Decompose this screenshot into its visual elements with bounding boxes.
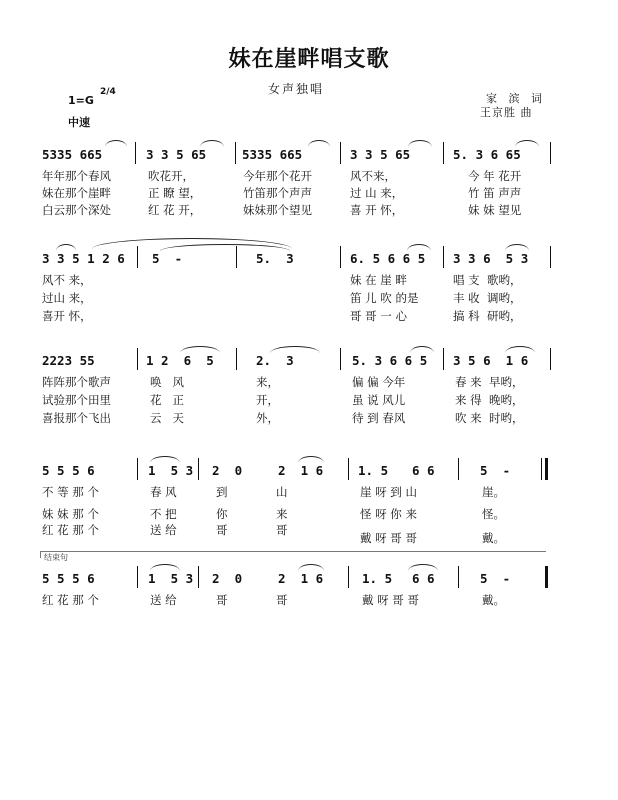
lyric: 哥 bbox=[276, 523, 288, 537]
lyric: 红 花 那 个 bbox=[42, 523, 99, 537]
barline bbox=[458, 458, 459, 480]
barline bbox=[550, 348, 551, 370]
lyric: 红 花 开， bbox=[148, 203, 202, 217]
measure-notes: 6 6 bbox=[412, 571, 435, 586]
lyric: 哥 bbox=[276, 593, 288, 607]
lyric: 戴。 bbox=[482, 531, 505, 545]
measure-notes: 5335 665 bbox=[42, 147, 103, 162]
measure-notes: 5 5 5 6 bbox=[42, 463, 95, 478]
lyric: 花 正 bbox=[150, 393, 184, 407]
lyric: 白云那个深处 bbox=[42, 203, 111, 217]
lyric: 丰 收 调哟， bbox=[453, 291, 522, 305]
final-barline bbox=[545, 566, 548, 588]
slur bbox=[105, 140, 127, 147]
measure-notes: 2. 3 bbox=[256, 353, 294, 368]
barline bbox=[340, 348, 341, 370]
barline bbox=[137, 458, 138, 480]
slur bbox=[200, 140, 224, 147]
lyric: 红 花 那 个 bbox=[42, 593, 99, 607]
slur bbox=[298, 456, 324, 463]
lyric: 妹 妹 望见 bbox=[468, 203, 522, 217]
lyric: 唱 支 歌哟， bbox=[453, 273, 522, 287]
slur bbox=[505, 346, 535, 353]
slur bbox=[505, 244, 529, 251]
lyric: 开， bbox=[256, 393, 279, 407]
lyric: 不 等 那 个 bbox=[42, 485, 99, 499]
lyric: 春 风 bbox=[150, 485, 177, 499]
slur bbox=[408, 140, 432, 147]
barline bbox=[340, 246, 341, 268]
lyric: 阵阵那个歌声 bbox=[42, 375, 111, 389]
slur bbox=[56, 244, 76, 251]
barline bbox=[135, 142, 136, 164]
lyric: 虽 说 风儿 bbox=[352, 393, 406, 407]
slur bbox=[410, 346, 434, 353]
barline bbox=[348, 566, 349, 588]
lyric: 哥 哥 一 心 bbox=[350, 309, 407, 323]
measure-notes: 1. 5 bbox=[362, 571, 393, 586]
measure-notes: 2223 55 bbox=[42, 353, 95, 368]
barline bbox=[550, 142, 551, 164]
lyric: 过山 来， bbox=[42, 291, 92, 305]
barline bbox=[348, 458, 349, 480]
lyric: 戴 呀 哥 哥 bbox=[360, 531, 417, 545]
lyric: 试验那个田里 bbox=[42, 393, 111, 407]
lyric: 送 给 bbox=[150, 593, 177, 607]
slur bbox=[270, 346, 320, 353]
composer-credit: 王京胜 曲 bbox=[480, 106, 533, 119]
slur bbox=[308, 140, 330, 147]
lyric: 外， bbox=[256, 411, 279, 425]
lyric: 笛 儿 吹 的是 bbox=[350, 291, 419, 305]
slur bbox=[298, 564, 324, 571]
measure-notes: 2 0 bbox=[212, 463, 243, 478]
slur bbox=[407, 244, 431, 251]
ending-bracket bbox=[40, 551, 546, 558]
measure-notes: 2 1 6 bbox=[278, 463, 324, 478]
lyric: 妹 妹 那 个 bbox=[42, 507, 99, 521]
measure-notes: 1 2 6 5 bbox=[146, 353, 214, 368]
lyric: 唤 风 bbox=[150, 375, 184, 389]
barline bbox=[458, 566, 459, 588]
barline bbox=[198, 566, 199, 588]
measure-notes: 6. 5 6 6 5 bbox=[350, 251, 426, 266]
lyric: 喜开 怀， bbox=[42, 309, 92, 323]
measure-notes: 1 5 3 bbox=[148, 463, 194, 478]
lyric: 过 山 来， bbox=[350, 186, 404, 200]
measure-notes: 5 - bbox=[480, 463, 511, 478]
lyric: 年年那个春风 bbox=[42, 169, 111, 183]
barline bbox=[137, 566, 138, 588]
lyric: 搞 科 研哟， bbox=[453, 309, 522, 323]
measure-notes: 2 1 6 bbox=[278, 571, 324, 586]
measure-notes: 3 5 6 1 6 bbox=[453, 353, 529, 368]
slur bbox=[180, 346, 220, 353]
lyric: 戴 呀 哥 哥 bbox=[362, 593, 419, 607]
lyric: 正 瞭 望， bbox=[148, 186, 202, 200]
measure-notes: 5 - bbox=[152, 251, 183, 266]
ending-label: 结束句 bbox=[44, 553, 68, 562]
tempo-marking: 中速 bbox=[68, 116, 90, 129]
lyric: 今年那个花开 bbox=[243, 169, 312, 183]
lyric: 山 bbox=[276, 485, 288, 499]
slur bbox=[515, 140, 539, 147]
lyric: 你 bbox=[216, 507, 228, 521]
measure-notes: 6 6 bbox=[412, 463, 435, 478]
measure-notes: 3 3 5 65 bbox=[350, 147, 411, 162]
lyric: 崖。 bbox=[482, 485, 505, 499]
barline bbox=[340, 142, 341, 164]
lyric: 妹在那个崖畔 bbox=[42, 186, 111, 200]
song-title: 妹在崖畔唱支歌 bbox=[228, 47, 390, 72]
barline bbox=[236, 348, 237, 370]
measure-notes: 3 3 6 5 3 bbox=[453, 251, 529, 266]
measure-notes: 5 5 5 6 bbox=[42, 571, 95, 586]
lyric: 妹妹那个望见 bbox=[243, 203, 312, 217]
measure-notes: 1. 5 bbox=[358, 463, 389, 478]
lyric: 送 给 bbox=[150, 523, 177, 537]
measure-notes: 5. 3 bbox=[256, 251, 294, 266]
measure-notes: 1 5 3 bbox=[148, 571, 194, 586]
slur bbox=[408, 564, 438, 571]
lyric: 不 把 bbox=[150, 507, 177, 521]
lyric: 春 来 早哟， bbox=[455, 375, 524, 389]
lyric: 崖 呀 到 山 bbox=[360, 485, 417, 499]
lyric: 吹花开， bbox=[148, 169, 194, 183]
barline bbox=[235, 142, 236, 164]
lyric: 风不 来， bbox=[42, 273, 92, 287]
measure-notes: 5. 3 6 6 5 bbox=[352, 353, 428, 368]
lyric: 哥 bbox=[216, 593, 228, 607]
song-subtitle: 女声独唱 bbox=[268, 82, 325, 96]
measure-notes: 3 3 5 65 bbox=[146, 147, 207, 162]
barline bbox=[443, 348, 444, 370]
lyric: 来 得 晚哟， bbox=[455, 393, 524, 407]
lyric: 哥 bbox=[216, 523, 228, 537]
lyric: 来， bbox=[256, 375, 279, 389]
lyric: 吹 来 时哟， bbox=[455, 411, 524, 425]
barline bbox=[137, 246, 138, 268]
lyric: 偏 偏 今年 bbox=[352, 375, 406, 389]
slur bbox=[150, 564, 180, 571]
final-barline bbox=[545, 458, 548, 480]
lyric: 云 天 bbox=[150, 411, 184, 425]
lyric: 来 bbox=[276, 507, 288, 521]
measure-notes: 5 - bbox=[480, 571, 511, 586]
barline bbox=[137, 348, 138, 370]
measure-notes: 5. 3 6 65 bbox=[453, 147, 521, 162]
measure-notes: 3 3 5 1 2 6 bbox=[42, 251, 125, 266]
measure-notes: 5335 665 bbox=[242, 147, 303, 162]
lyric: 喜报那个飞出 bbox=[42, 411, 111, 425]
lyric: 今 年 花开 bbox=[468, 169, 522, 183]
slur bbox=[160, 244, 290, 251]
lyric: 竹笛那个声声 bbox=[243, 186, 312, 200]
lyric: 怪。 bbox=[482, 507, 505, 521]
barline bbox=[443, 246, 444, 268]
barline bbox=[198, 458, 199, 480]
lyric: 妹 在 崖 畔 bbox=[350, 273, 407, 287]
lyric: 怪 呀 你 来 bbox=[360, 507, 417, 521]
slur bbox=[150, 456, 180, 463]
lyricist-credit: 家 滨 词 bbox=[486, 92, 546, 105]
lyric: 到 bbox=[216, 485, 228, 499]
lyric: 喜 开 怀， bbox=[350, 203, 404, 217]
barline bbox=[443, 142, 444, 164]
key-signature: 1=G bbox=[68, 94, 94, 107]
lyric: 待 到 春风 bbox=[352, 411, 406, 425]
lyric: 风不来， bbox=[350, 169, 396, 183]
barline bbox=[541, 458, 542, 480]
lyric: 戴。 bbox=[482, 593, 505, 607]
measure-notes: 2 0 bbox=[212, 571, 243, 586]
barline bbox=[550, 246, 551, 268]
lyric: 竹 笛 声声 bbox=[468, 186, 522, 200]
time-signature: 2/4 bbox=[100, 87, 116, 97]
